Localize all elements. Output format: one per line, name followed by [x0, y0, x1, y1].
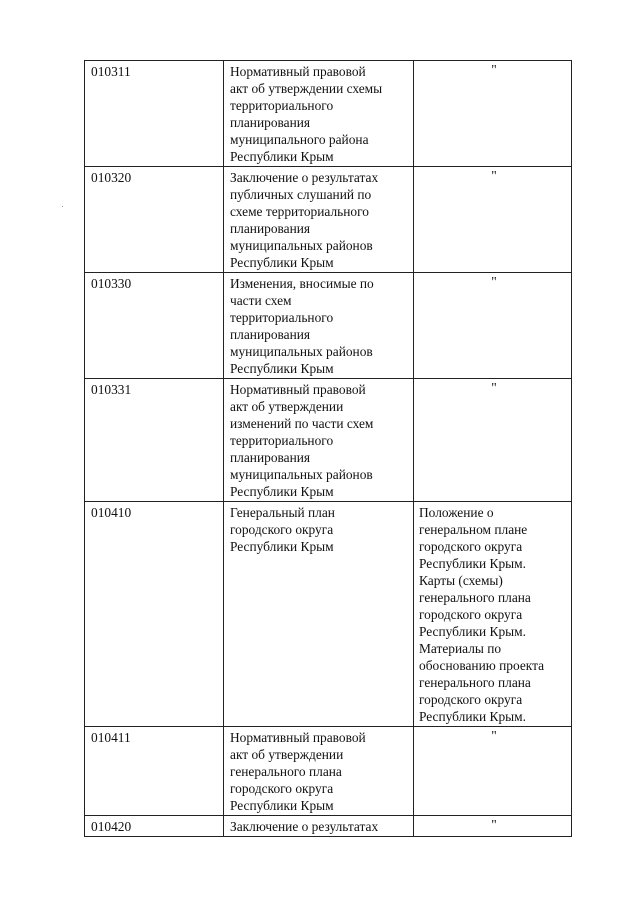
- row-code: 010320: [85, 167, 224, 273]
- row-document-name: Нормативный правовой акт об утверждении схемы территориального планирования муниципального района Республики Крым: [224, 61, 414, 167]
- table-row: [85, 816, 572, 837]
- row-documents: ": [414, 816, 572, 837]
- row-code: 010311: [85, 61, 224, 167]
- scan-speck: [62, 206, 63, 207]
- table-row: [85, 379, 572, 502]
- row-code: 010410: [85, 502, 224, 727]
- row-document-name: Генеральный план городского округа Республики Крым: [224, 502, 414, 727]
- row-documents: ": [414, 167, 572, 273]
- table-row: [85, 167, 572, 273]
- table-row: [85, 61, 572, 167]
- row-documents: ": [414, 379, 572, 502]
- row-document-name: Нормативный правовой акт об утверждении генерального плана городского округа Республики Крым: [224, 727, 414, 816]
- table-row: [85, 727, 572, 816]
- row-code: 010411: [85, 727, 224, 816]
- row-code: 010331: [85, 379, 224, 502]
- row-code: 010420: [85, 816, 224, 837]
- row-document-name: Заключение о результатах: [224, 816, 414, 837]
- row-document-name: Нормативный правовой акт об утверждении изменений по части схем территориального планирования муниципальных районов Республики Крым: [224, 379, 414, 502]
- row-documents: ": [414, 61, 572, 167]
- row-documents: ": [414, 727, 572, 816]
- table-row: [85, 273, 572, 379]
- row-code: 010330: [85, 273, 224, 379]
- document-table: [84, 60, 572, 837]
- table-row: [85, 502, 572, 727]
- row-document-name: Изменения, вносимые по части схем территориального планирования муниципальных районов Республики Крым: [224, 273, 414, 379]
- row-document-name: Заключение о результатах публичных слушаний по схеме территориального планирования муниципальных районов Республики Крым: [224, 167, 414, 273]
- row-documents: Положение о генеральном плане городского округа Республики Крым. Карты (схемы) генерального плана городского округа Республики Крым. Материалы по обоснованию проекта генерального плана городского округа Республики Крым.: [414, 502, 572, 727]
- row-documents: ": [414, 273, 572, 379]
